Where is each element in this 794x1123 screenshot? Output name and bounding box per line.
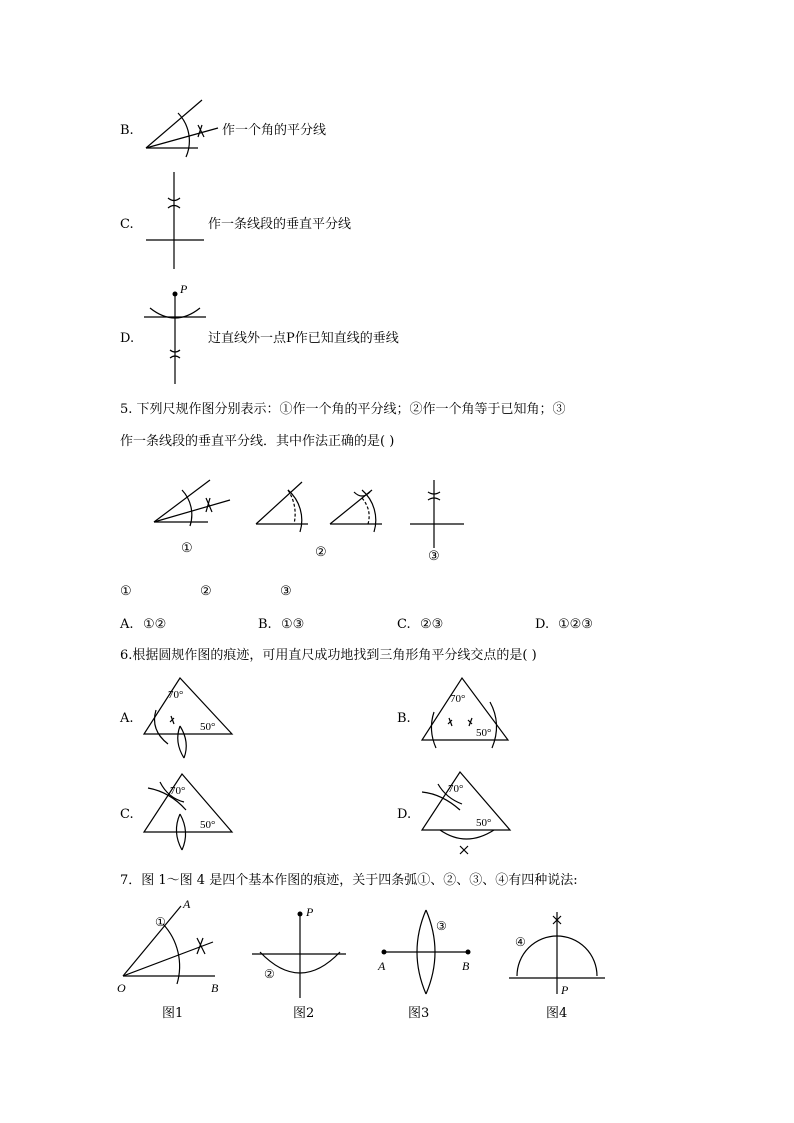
q5-stem-line1: 5. 下列尺规作图分别表示：①作一个角的平分线；②作一个角等于已知角；③ [120, 402, 566, 417]
q7-fig1 [115, 898, 225, 998]
q6-option-b-letter: B. [397, 711, 411, 726]
q6-option-a-letter: A. [120, 711, 134, 726]
q5-sub-label-2: ② [200, 584, 212, 599]
q6-option-d-letter: D. [397, 807, 412, 822]
q5-option-c-text: ②③ [420, 617, 444, 632]
q5-option-d-text: ①②③ [558, 617, 593, 632]
q5-option-d-letter: D. [535, 617, 550, 632]
q7-fig4 [505, 898, 615, 998]
q7-fig3-arc-label: ③ [436, 919, 447, 933]
q5-sub-label-3: ③ [280, 584, 292, 599]
q4-option-b-text: 作一个角的平分线 [222, 123, 327, 138]
q5-stem-line2: 作一条线段的垂直平分线．其中作法正确的是( ) [120, 434, 395, 449]
q7-fig2-label-p: P [306, 905, 314, 919]
q6-d-angle-top: 70° [448, 783, 464, 795]
q5-fig-label-1: ① [181, 541, 193, 556]
q7-stem: 7．图 1～图 4 是四个基本作图的痕迹，关于四条弧①、②、③、④有四种说法: [120, 873, 578, 888]
q5-option-b-letter: B. [258, 617, 272, 632]
q5-figures [148, 478, 468, 568]
q5-option-a-text: ①② [143, 617, 167, 632]
point-p-label: P [180, 282, 188, 296]
q7-fig1-caption: 图1 [162, 1006, 184, 1021]
q7-fig3-label-a: A [378, 959, 386, 973]
q6-c-angle-right: 50° [200, 819, 216, 831]
q6-option-d-figure [418, 770, 518, 860]
q6-a-angle-top: 70° [168, 689, 184, 701]
q6-a-angle-right: 50° [200, 721, 216, 733]
q5-option-a-letter: A. [120, 617, 134, 632]
q4-option-c-text: 作一条线段的垂直平分线 [208, 217, 352, 232]
q4-option-b-letter: B. [120, 123, 134, 138]
q4-option-d-letter: D. [120, 331, 135, 346]
point-p-dot [173, 292, 178, 297]
q7-fig2-arc-label: ② [264, 967, 275, 981]
q6-option-c-figure [140, 770, 240, 860]
q7-fig3 [370, 898, 480, 998]
q6-b-angle-right: 50° [476, 727, 492, 739]
q7-fig3-label-b: B [462, 959, 470, 973]
q6-d-angle-right: 50° [476, 817, 492, 829]
q5-option-c-letter: C. [397, 617, 411, 632]
q6-b-angle-top: 70° [450, 693, 466, 705]
q7-fig3-point-b [466, 950, 471, 955]
q7-fig2-point-p [298, 912, 303, 917]
q6-option-a-figure [140, 672, 240, 762]
q7-fig4-caption: 图4 [546, 1006, 568, 1021]
q7-fig2-caption: 图2 [293, 1006, 315, 1021]
q7-fig3-point-a [382, 950, 387, 955]
q7-fig1-label-o: O [117, 981, 126, 995]
q7-fig3-caption: 图3 [408, 1006, 430, 1021]
q4-option-d-figure [140, 282, 210, 387]
q5-sub-label-1: ① [120, 584, 132, 599]
q6-option-c-letter: C. [120, 807, 134, 822]
q4-option-c-letter: C. [120, 217, 134, 232]
q6-option-b-figure [418, 672, 518, 752]
q7-fig1-label-b: B [211, 981, 219, 995]
q4-option-d-text: 过直线外一点P作已知直线的垂线 [208, 331, 399, 346]
q4-option-b-figure [140, 95, 220, 160]
q5-fig-label-3: ③ [428, 549, 440, 564]
q6-stem: 6.根据圆规作图的痕迹，可用直尺成功地找到三角形角平分线交点的是( ) [120, 648, 537, 663]
q7-fig4-arc-label: ④ [515, 935, 526, 949]
q7-fig4-label-p: P [561, 983, 569, 997]
q7-fig1-label-a: A [183, 897, 191, 911]
q5-option-b-text: ①③ [281, 617, 305, 632]
q7-fig2 [250, 898, 350, 998]
q4-option-c-figure [140, 168, 210, 273]
q5-fig-label-2: ② [315, 545, 327, 560]
q6-c-angle-top: 70° [170, 785, 186, 797]
q7-fig1-arc-label: ① [155, 915, 166, 929]
